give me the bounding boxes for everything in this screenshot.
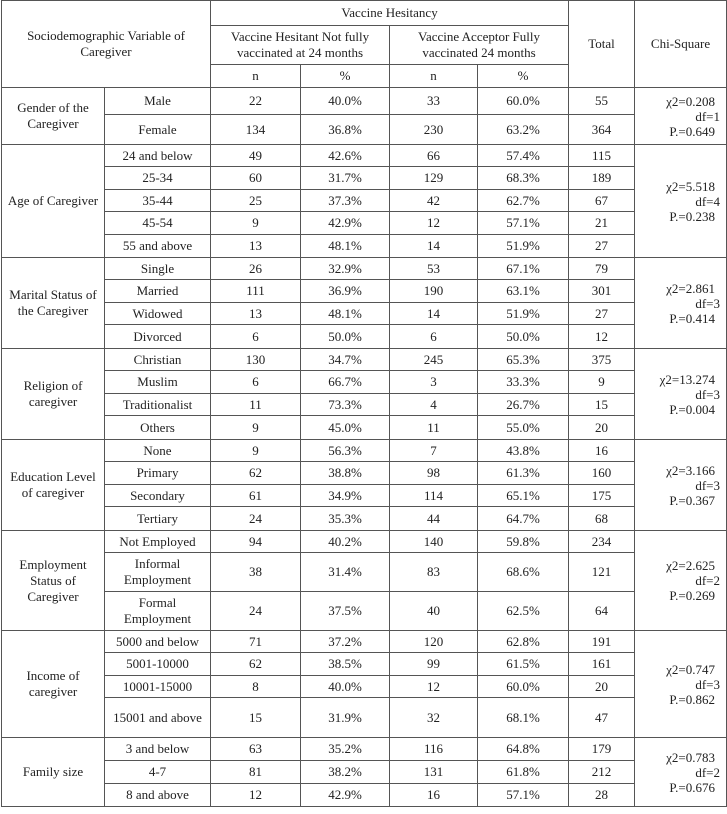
group-label: Income of caregiver bbox=[2, 631, 105, 738]
category-cell: 45-54 bbox=[105, 212, 211, 235]
hesitant-pct-cell: 42.6% bbox=[301, 145, 390, 167]
table-row bbox=[2, 325, 727, 349]
hesitant-pct-cell: 34.7% bbox=[301, 349, 390, 371]
acceptor-pct-cell: 57.4% bbox=[478, 145, 569, 167]
acceptor-n-cell: 114 bbox=[390, 485, 478, 507]
acceptor-pct-cell: 64.8% bbox=[478, 738, 569, 761]
chi-square-line: df=3 bbox=[695, 477, 721, 493]
vaccine-hesitancy-header: Vaccine Hesitancy bbox=[211, 1, 569, 26]
acceptor-pct-cell: 64.7% bbox=[478, 507, 569, 531]
category-cell: 25-34 bbox=[105, 167, 211, 190]
hesitant-pct-cell: 37.5% bbox=[301, 592, 390, 631]
category-cell: 35-44 bbox=[105, 190, 211, 212]
acceptor-pct-cell: 51.9% bbox=[478, 235, 569, 258]
hesitant-n-cell: 9 bbox=[211, 212, 301, 235]
table-row bbox=[2, 303, 727, 325]
table-row bbox=[2, 258, 727, 280]
total-cell: 20 bbox=[569, 676, 635, 698]
chi-square-cell bbox=[635, 738, 727, 807]
hesitant-n-cell: 11 bbox=[211, 394, 301, 416]
hesitant-pct-cell: 31.9% bbox=[301, 698, 390, 738]
group-label: Age of Caregiver bbox=[2, 145, 105, 258]
total-cell: 12 bbox=[569, 325, 635, 349]
acceptor-n-cell: 14 bbox=[390, 303, 478, 325]
total-cell: 67 bbox=[569, 190, 635, 212]
acceptor-pct-header: % bbox=[478, 65, 569, 88]
hesitant-pct-header: % bbox=[301, 65, 390, 88]
category-cell: Muslim bbox=[105, 371, 211, 394]
total-cell: 364 bbox=[569, 115, 635, 145]
total-cell: 15 bbox=[569, 394, 635, 416]
hesitant-pct-cell: 38.5% bbox=[301, 653, 390, 676]
hesitant-n-cell: 26 bbox=[211, 258, 301, 280]
acceptor-n-cell: 7 bbox=[390, 440, 478, 462]
chi-square-line: P.=0.269 bbox=[669, 588, 716, 603]
category-cell: 8 and above bbox=[105, 784, 211, 807]
acceptor-pct-cell: 62.8% bbox=[478, 631, 569, 653]
category-cell: 5001-10000 bbox=[105, 653, 211, 676]
chi-square-line: χ2=2.861 bbox=[666, 280, 716, 296]
acceptor-n-cell: 3 bbox=[390, 371, 478, 394]
hesitant-n-cell: 24 bbox=[211, 507, 301, 531]
group-label: Gender of the Caregiver bbox=[2, 88, 105, 145]
chi-square-cell bbox=[635, 258, 727, 349]
hesitant-pct-cell: 42.9% bbox=[301, 212, 390, 235]
category-cell: Primary bbox=[105, 462, 211, 485]
total-cell: 55 bbox=[569, 88, 635, 115]
hesitant-n-cell: 12 bbox=[211, 784, 301, 807]
hesitant-n-cell: 134 bbox=[211, 115, 301, 145]
category-cell: 5000 and below bbox=[105, 631, 211, 653]
hesitant-pct-cell: 31.7% bbox=[301, 167, 390, 190]
hesitant-n-header: n bbox=[211, 65, 301, 88]
total-cell: 121 bbox=[569, 553, 635, 592]
chi-square-line: df=2 bbox=[695, 764, 721, 780]
table-row bbox=[2, 280, 727, 303]
total-cell: 68 bbox=[569, 507, 635, 531]
variable-header: Sociodemographic Variable of Caregiver bbox=[2, 1, 211, 88]
total-cell: 234 bbox=[569, 531, 635, 553]
hesitant-pct-cell: 66.7% bbox=[301, 371, 390, 394]
acceptor-n-cell: 129 bbox=[390, 167, 478, 190]
category-cell: 4-7 bbox=[105, 761, 211, 784]
total-cell: 27 bbox=[569, 303, 635, 325]
hesitant-n-cell: 111 bbox=[211, 280, 301, 303]
total-cell: 175 bbox=[569, 485, 635, 507]
total-cell: 16 bbox=[569, 440, 635, 462]
category-cell: 24 and below bbox=[105, 145, 211, 167]
acceptor-n-cell: 12 bbox=[390, 212, 478, 235]
acceptor-pct-cell: 62.7% bbox=[478, 190, 569, 212]
table-row bbox=[2, 235, 727, 258]
acceptor-n-cell: 32 bbox=[390, 698, 478, 738]
hesitant-header: Vaccine Hesitant Not fully vaccinated at 24 months bbox=[211, 26, 390, 65]
hesitant-n-cell: 49 bbox=[211, 145, 301, 167]
table-row bbox=[2, 167, 727, 190]
group-label: Employment Status of Caregiver bbox=[2, 531, 105, 631]
chi-square-line: P.=0.004 bbox=[669, 401, 716, 417]
hesitant-pct-cell: 32.9% bbox=[301, 258, 390, 280]
acceptor-n-cell: 98 bbox=[390, 462, 478, 485]
chi-square-cell bbox=[635, 88, 727, 145]
acceptor-n-cell: 99 bbox=[390, 653, 478, 676]
chi-square-line: df=2 bbox=[695, 573, 721, 588]
hesitant-n-cell: 24 bbox=[211, 592, 301, 631]
group-label: Family size bbox=[2, 738, 105, 807]
acceptor-pct-cell: 57.1% bbox=[478, 784, 569, 807]
acceptor-n-cell: 42 bbox=[390, 190, 478, 212]
acceptor-pct-cell: 60.0% bbox=[478, 676, 569, 698]
hesitant-pct-cell: 48.1% bbox=[301, 303, 390, 325]
acceptor-n-header: n bbox=[390, 65, 478, 88]
hesitant-n-cell: 38 bbox=[211, 553, 301, 592]
acceptor-n-cell: 44 bbox=[390, 507, 478, 531]
chi-square-line: P.=0.367 bbox=[669, 492, 716, 508]
hesitant-pct-cell: 50.0% bbox=[301, 325, 390, 349]
acceptor-pct-cell: 65.1% bbox=[478, 485, 569, 507]
hesitant-pct-cell: 31.4% bbox=[301, 553, 390, 592]
acceptor-pct-cell: 33.3% bbox=[478, 371, 569, 394]
table-row bbox=[2, 115, 727, 145]
hesitant-n-cell: 60 bbox=[211, 167, 301, 190]
total-cell: 20 bbox=[569, 416, 635, 440]
acceptor-n-cell: 190 bbox=[390, 280, 478, 303]
acceptor-pct-cell: 61.5% bbox=[478, 653, 569, 676]
table-row bbox=[2, 698, 727, 738]
acceptor-pct-cell: 50.0% bbox=[478, 325, 569, 349]
acceptor-pct-cell: 26.7% bbox=[478, 394, 569, 416]
chi-square-line: P.=0.414 bbox=[669, 310, 716, 326]
acceptor-pct-cell: 61.3% bbox=[478, 462, 569, 485]
acceptor-pct-cell: 43.8% bbox=[478, 440, 569, 462]
group-label: Marital Status of the Caregiver bbox=[2, 258, 105, 349]
acceptor-pct-cell: 51.9% bbox=[478, 303, 569, 325]
acceptor-pct-cell: 55.0% bbox=[478, 416, 569, 440]
hesitant-n-cell: 62 bbox=[211, 462, 301, 485]
hesitant-pct-cell: 38.8% bbox=[301, 462, 390, 485]
hesitant-n-cell: 6 bbox=[211, 371, 301, 394]
chi-square-line: χ2=0.208 bbox=[666, 93, 716, 109]
table-row bbox=[2, 738, 727, 761]
chi-square-line: df=3 bbox=[695, 295, 721, 311]
chi-square-line: χ2=5.518 bbox=[666, 178, 716, 194]
acceptor-n-cell: 4 bbox=[390, 394, 478, 416]
acceptor-n-cell: 16 bbox=[390, 784, 478, 807]
acceptor-n-cell: 11 bbox=[390, 416, 478, 440]
hesitant-pct-cell: 35.2% bbox=[301, 738, 390, 761]
acceptor-n-cell: 230 bbox=[390, 115, 478, 145]
table-row bbox=[2, 394, 727, 416]
sociodemographic-table bbox=[1, 0, 727, 807]
acceptor-n-cell: 53 bbox=[390, 258, 478, 280]
table-row bbox=[2, 485, 727, 507]
acceptor-n-cell: 40 bbox=[390, 592, 478, 631]
acceptor-n-cell: 83 bbox=[390, 553, 478, 592]
hesitant-pct-cell: 34.9% bbox=[301, 485, 390, 507]
table-body bbox=[2, 88, 727, 807]
total-cell: 9 bbox=[569, 371, 635, 394]
acceptor-pct-cell: 60.0% bbox=[478, 88, 569, 115]
table-row bbox=[2, 592, 727, 631]
hesitant-n-cell: 130 bbox=[211, 349, 301, 371]
acceptor-pct-cell: 68.6% bbox=[478, 553, 569, 592]
hesitant-n-cell: 9 bbox=[211, 416, 301, 440]
total-cell: 64 bbox=[569, 592, 635, 631]
table-row bbox=[2, 416, 727, 440]
hesitant-pct-cell: 36.8% bbox=[301, 115, 390, 145]
total-cell: 191 bbox=[569, 631, 635, 653]
total-cell: 115 bbox=[569, 145, 635, 167]
category-cell: Informal Employment bbox=[105, 553, 211, 592]
acceptor-header: Vaccine Acceptor Fully vaccinated 24 months bbox=[390, 26, 569, 65]
hesitant-n-cell: 13 bbox=[211, 303, 301, 325]
table-row bbox=[2, 784, 727, 807]
table-header bbox=[2, 1, 727, 88]
table-row bbox=[2, 761, 727, 784]
category-cell: Secondary bbox=[105, 485, 211, 507]
hesitant-n-cell: 94 bbox=[211, 531, 301, 553]
chi-square-cell bbox=[635, 531, 727, 631]
table-row bbox=[2, 371, 727, 394]
hesitant-pct-cell: 37.2% bbox=[301, 631, 390, 653]
chi-square-cell bbox=[635, 631, 727, 738]
category-cell: None bbox=[105, 440, 211, 462]
category-cell: Christian bbox=[105, 349, 211, 371]
hesitant-n-cell: 6 bbox=[211, 325, 301, 349]
total-cell: 301 bbox=[569, 280, 635, 303]
category-cell: Single bbox=[105, 258, 211, 280]
chi-square-line: χ2=0.747 bbox=[666, 661, 716, 677]
table-row bbox=[2, 676, 727, 698]
category-cell: 55 and above bbox=[105, 235, 211, 258]
acceptor-n-cell: 14 bbox=[390, 235, 478, 258]
acceptor-n-cell: 120 bbox=[390, 631, 478, 653]
chi-square-line: df=1 bbox=[695, 108, 721, 124]
category-cell: 3 and below bbox=[105, 738, 211, 761]
table-row bbox=[2, 553, 727, 592]
hesitant-pct-cell: 42.9% bbox=[301, 784, 390, 807]
hesitant-n-cell: 22 bbox=[211, 88, 301, 115]
chi-square-line: df=3 bbox=[695, 676, 721, 692]
total-cell: 27 bbox=[569, 235, 635, 258]
total-cell: 79 bbox=[569, 258, 635, 280]
total-cell: 179 bbox=[569, 738, 635, 761]
acceptor-pct-cell: 61.8% bbox=[478, 761, 569, 784]
acceptor-pct-cell: 57.1% bbox=[478, 212, 569, 235]
table-row bbox=[2, 507, 727, 531]
acceptor-pct-cell: 63.1% bbox=[478, 280, 569, 303]
acceptor-n-cell: 116 bbox=[390, 738, 478, 761]
chi-square-cell bbox=[635, 349, 727, 440]
table-row bbox=[2, 212, 727, 235]
chi-square-header: Chi-Square bbox=[635, 1, 727, 88]
table-row bbox=[2, 631, 727, 653]
chi-square-cell bbox=[635, 440, 727, 531]
acceptor-pct-cell: 67.1% bbox=[478, 258, 569, 280]
table-row bbox=[2, 349, 727, 371]
category-cell: Widowed bbox=[105, 303, 211, 325]
hesitant-n-cell: 61 bbox=[211, 485, 301, 507]
category-cell: Female bbox=[105, 115, 211, 145]
hesitant-pct-cell: 73.3% bbox=[301, 394, 390, 416]
total-cell: 375 bbox=[569, 349, 635, 371]
acceptor-n-cell: 66 bbox=[390, 145, 478, 167]
total-cell: 28 bbox=[569, 784, 635, 807]
hesitant-pct-cell: 48.1% bbox=[301, 235, 390, 258]
acceptor-pct-cell: 62.5% bbox=[478, 592, 569, 631]
acceptor-n-cell: 245 bbox=[390, 349, 478, 371]
category-cell: Divorced bbox=[105, 325, 211, 349]
table-row bbox=[2, 88, 727, 115]
hesitant-pct-cell: 38.2% bbox=[301, 761, 390, 784]
hesitant-n-cell: 25 bbox=[211, 190, 301, 212]
total-header: Total bbox=[569, 1, 635, 88]
hesitant-pct-cell: 36.9% bbox=[301, 280, 390, 303]
total-cell: 160 bbox=[569, 462, 635, 485]
group-label: Religion of caregiver bbox=[2, 349, 105, 440]
acceptor-n-cell: 12 bbox=[390, 676, 478, 698]
category-cell: Not Employed bbox=[105, 531, 211, 553]
category-cell: Married bbox=[105, 280, 211, 303]
acceptor-pct-cell: 63.2% bbox=[478, 115, 569, 145]
table-row bbox=[2, 440, 727, 462]
hesitant-n-cell: 13 bbox=[211, 235, 301, 258]
category-cell: Tertiary bbox=[105, 507, 211, 531]
category-cell: Others bbox=[105, 416, 211, 440]
chi-square-line: χ2=2.625 bbox=[666, 558, 716, 573]
chi-square-line: χ2=0.783 bbox=[666, 749, 716, 765]
chi-square-line: χ2=3.166 bbox=[666, 462, 716, 478]
chi-square-line: P.=0.862 bbox=[669, 691, 716, 707]
chi-square-line: P.=0.676 bbox=[669, 779, 716, 795]
table-row bbox=[2, 190, 727, 212]
category-cell: Formal Employment bbox=[105, 592, 211, 631]
table-row bbox=[2, 653, 727, 676]
acceptor-pct-cell: 65.3% bbox=[478, 349, 569, 371]
total-cell: 212 bbox=[569, 761, 635, 784]
group-label: Education Level of caregiver bbox=[2, 440, 105, 531]
chi-square-line: df=3 bbox=[695, 386, 721, 402]
hesitant-pct-cell: 45.0% bbox=[301, 416, 390, 440]
acceptor-n-cell: 140 bbox=[390, 531, 478, 553]
hesitant-n-cell: 62 bbox=[211, 653, 301, 676]
total-cell: 47 bbox=[569, 698, 635, 738]
table-row bbox=[2, 462, 727, 485]
table-row bbox=[2, 531, 727, 553]
acceptor-pct-cell: 59.8% bbox=[478, 531, 569, 553]
chi-square-line: df=4 bbox=[695, 193, 721, 209]
hesitant-pct-cell: 35.3% bbox=[301, 507, 390, 531]
acceptor-pct-cell: 68.3% bbox=[478, 167, 569, 190]
chi-square-line: P.=0.238 bbox=[669, 208, 716, 224]
total-cell: 21 bbox=[569, 212, 635, 235]
total-cell: 189 bbox=[569, 167, 635, 190]
category-cell: 10001-15000 bbox=[105, 676, 211, 698]
hesitant-pct-cell: 40.0% bbox=[301, 676, 390, 698]
hesitant-n-cell: 15 bbox=[211, 698, 301, 738]
category-cell: 15001 and above bbox=[105, 698, 211, 738]
category-cell: Traditionalist bbox=[105, 394, 211, 416]
acceptor-n-cell: 131 bbox=[390, 761, 478, 784]
hesitant-n-cell: 71 bbox=[211, 631, 301, 653]
hesitant-n-cell: 81 bbox=[211, 761, 301, 784]
chi-square-line: χ2=13.274 bbox=[659, 371, 716, 387]
hesitant-n-cell: 63 bbox=[211, 738, 301, 761]
hesitant-n-cell: 9 bbox=[211, 440, 301, 462]
hesitant-n-cell: 8 bbox=[211, 676, 301, 698]
chi-square-cell bbox=[635, 145, 727, 258]
hesitant-pct-cell: 40.0% bbox=[301, 88, 390, 115]
acceptor-pct-cell: 68.1% bbox=[478, 698, 569, 738]
total-cell: 161 bbox=[569, 653, 635, 676]
acceptor-n-cell: 33 bbox=[390, 88, 478, 115]
chi-square-line: P.=0.649 bbox=[669, 123, 716, 139]
acceptor-n-cell: 6 bbox=[390, 325, 478, 349]
table-row bbox=[2, 145, 727, 167]
hesitant-pct-cell: 40.2% bbox=[301, 531, 390, 553]
hesitant-pct-cell: 56.3% bbox=[301, 440, 390, 462]
hesitant-pct-cell: 37.3% bbox=[301, 190, 390, 212]
category-cell: Male bbox=[105, 88, 211, 115]
